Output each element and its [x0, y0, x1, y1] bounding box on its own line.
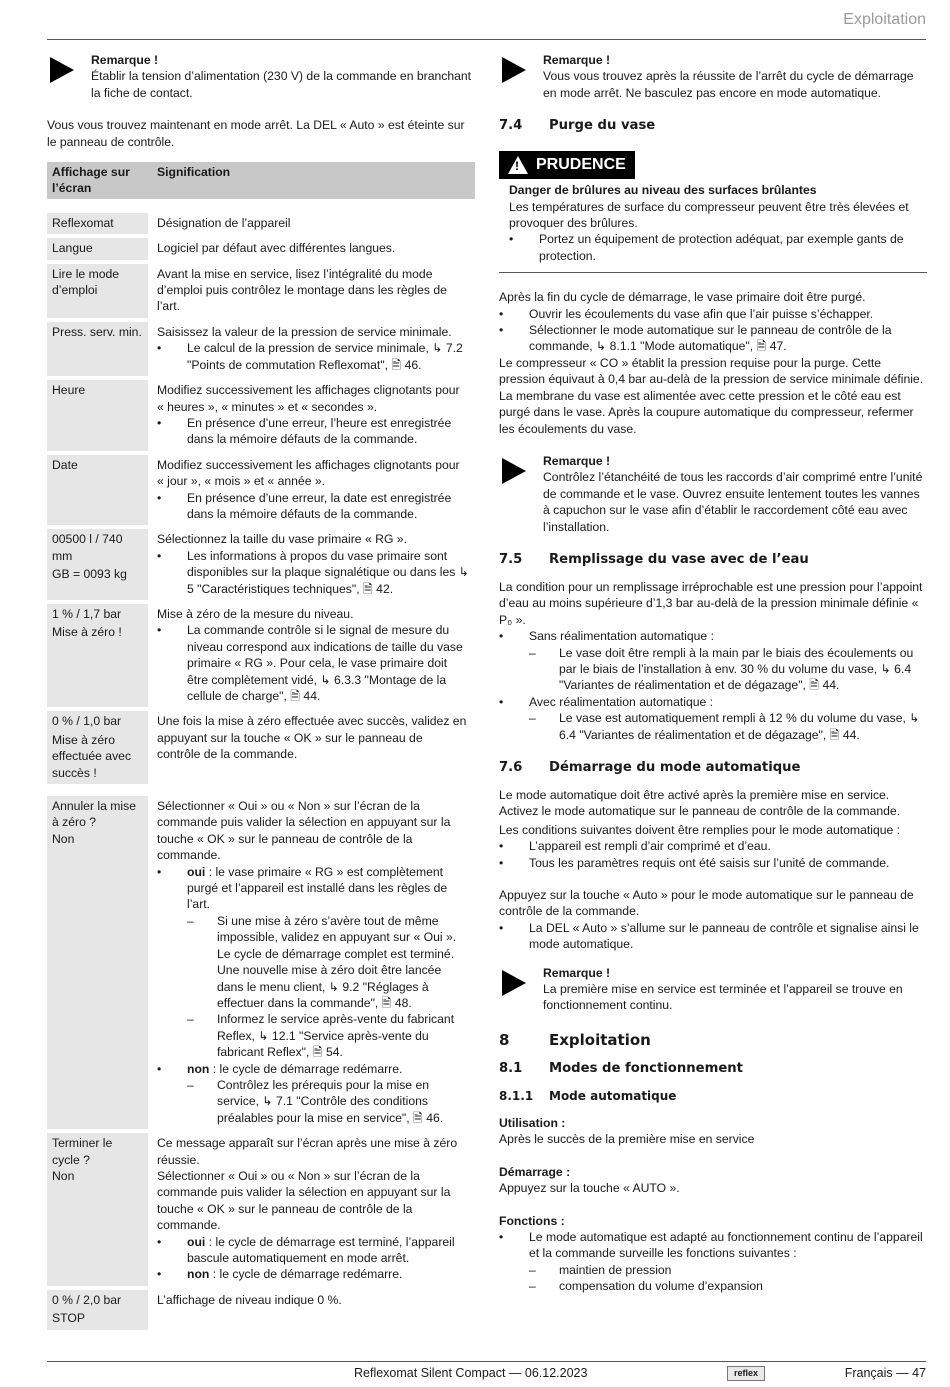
display-line: STOP	[52, 1311, 85, 1326]
note-arrow-icon	[502, 970, 526, 996]
bullet-item: • La commande contrôle si le signal de mesure du niveau correspond aux indications de taille du vase primaire « RG ». Pour cela, le vase primaire doit être complètement vidé, ↳ 6.3.3 "Montage de la cellule de charge", 🗎 44.	[157, 622, 469, 704]
table-row	[47, 238, 475, 259]
note-box	[47, 52, 475, 101]
bullet-item	[157, 1061, 469, 1127]
display-cell: Lire le mode d’emploi	[47, 264, 148, 318]
note-text: Contrôlez l’étanchéité de tous les raccords d’air comprimé entre l’unité de commande et le vase. Ouvrez ensuite lentement toutes les vannes à capuchon sur le vase afin d’établir le raccordement côté eau avec l’installation.	[543, 470, 923, 534]
table-row	[47, 455, 475, 526]
label-demarrage: Démarrage :	[499, 1164, 571, 1179]
table-row	[47, 264, 475, 318]
bullet-item: • La DEL « Auto » s’allume sur le panneau de contrôle et signalise ainsi le mode automatique.	[499, 920, 927, 953]
display-cell	[47, 1290, 148, 1330]
bullet-text: : le cycle de démarrage est terminé, l’appareil bascule automatiquement en mode arrêt.	[187, 1234, 455, 1265]
meaning-cell	[148, 455, 475, 526]
bold-term: oui	[187, 864, 206, 879]
right-column	[499, 52, 927, 1295]
left-column	[47, 52, 475, 1334]
chapter-heading-8: 8 Exploitation	[499, 1030, 651, 1049]
dash-item: – maintien de pression	[529, 1262, 927, 1278]
display-cell: Langue	[47, 238, 148, 259]
meaning-cell: Logiciel par défaut avec différentes langues.	[157, 241, 396, 256]
display-cell: Heure	[47, 380, 148, 451]
note-arrow-icon	[502, 458, 526, 484]
display-cell	[47, 796, 148, 1129]
dash-item: – Le vase doit être rempli à la main par le biais des écoulements ou par le biais de l’installation à env. 30 % du volume du vase, ↳ 6.4 "Variantes de réalimentation et de dégazage", 🗎 44.	[529, 645, 927, 694]
display-line: 1 % / 1,7 bar	[52, 606, 122, 621]
display-cell: Reflexomat	[47, 213, 148, 234]
table-row	[47, 711, 475, 784]
table-row	[47, 322, 475, 376]
bullet-item: • Les informations à propos du vase primaire sont disponibles sur la plaque signalétique ou dans les ↳ 5 "Caractéristiques techniques", 🗎 42.	[157, 548, 469, 597]
bullet-item: • Portez un équipement de protection adéquat, par exemple gants de protection.	[509, 231, 927, 264]
bullet-item	[157, 864, 469, 1061]
meaning-cell	[148, 380, 475, 451]
section-heading-7-4: 7.4 Purge du vase	[499, 118, 656, 134]
note-title: Remarque !	[543, 453, 611, 468]
section-heading-8-1: 8.1 Modes de fonctionnement	[499, 1060, 743, 1076]
display-line: 00500 l / 740 mm	[52, 532, 123, 563]
bullet-item: • Ouvrir les écoulements du vase afin que l’air puisse s’échapper.	[499, 306, 927, 322]
note-title: Remarque !	[543, 965, 611, 980]
caution-title: Danger de brûlures au niveau des surfaces brûlantes	[509, 183, 817, 198]
table-row	[47, 1290, 475, 1330]
meaning-text: Saisissez la valeur de la pression de service minimale.	[157, 324, 452, 339]
section-heading-7-6: 7.6 Démarrage du mode automatique	[499, 760, 801, 775]
label-fonctions: Fonctions :	[499, 1213, 565, 1228]
display-table	[47, 158, 475, 1334]
display-line: 0 % / 2,0 bar	[52, 1292, 122, 1307]
label-utilisation: Utilisation :	[499, 1115, 566, 1130]
table-header-meaning: Signification	[148, 162, 475, 199]
intro-paragraph: Vous vous trouvez maintenant en mode arrêt. La DEL « Auto » est éteinte sur le panneau de contrôle.	[47, 118, 465, 149]
caution-label: ! PRUDENCE	[499, 151, 635, 179]
bullet-text: : le cycle de démarrage redémarre.	[209, 1061, 403, 1076]
meaning-cell	[148, 1133, 475, 1286]
table-row	[47, 529, 475, 600]
meaning-text: Sélectionnez la taille du vase primaire « RG ».	[157, 532, 407, 547]
note-text: Vous vous trouvez après la réussite de l’arrêt du cycle de démarrage en mode arrêt. Ne basculez pas encore en mode automatique.	[543, 69, 914, 100]
note-text: La première mise en service est terminée et l’appareil se trouve en fonctionnement continu.	[543, 982, 903, 1013]
meaning-text: Ce message apparaît sur l’écran après une mise à zéro réussie.	[157, 1136, 458, 1167]
table-row	[47, 796, 475, 1129]
bullet-item: • L’appareil est rempli d’air comprimé et d’eau.	[499, 838, 927, 854]
meaning-cell: Avant la mise en service, lisez l’intégralité du mode d’emploi puis contrôlez le montage dans les règles de l’art.	[157, 266, 447, 314]
note-box	[499, 52, 927, 101]
bullet-item: • Le mode automatique est adapté au fonctionnement continu de l’appareil et la commande surveille les fonctions suivantes : – maintien de pression – compensation du volume d’expansion	[499, 1229, 927, 1295]
table-row	[47, 604, 475, 707]
caution-block	[499, 151, 927, 273]
footer-rule	[47, 1361, 926, 1362]
footer-document-title: Reflexomat Silent Compact — 06.12.2023	[354, 1366, 588, 1380]
paragraph: Après la fin du cycle de démarrage, le vase primaire doit être purgé.	[499, 290, 866, 305]
bullet-item: • Avec réalimentation automatique : – Le vase est automatiquement rempli à 12 % du volume du vase, ↳ 6.4 "Variantes de réalimentation et de dégazage", 🗎 44.	[499, 694, 927, 743]
meaning-cell: L’affichage de niveau indique 0 %.	[157, 1292, 342, 1307]
paragraph: Après le succès de la première mise en service	[499, 1132, 755, 1147]
table-header-display: Affichage sur l’écran	[47, 162, 148, 199]
display-cell	[47, 1133, 148, 1286]
note-title: Remarque !	[91, 53, 159, 67]
bullet-item: • Sans réalimentation automatique : – Le vase doit être rempli à la main par le biais des écoulements ou par le biais de l’installation à env. 30 % du volume du vase, ↳ 6.4 "Variantes de réalimentation et de dégazage", 🗎 44.	[499, 628, 927, 694]
paragraph: Les conditions suivantes doivent être remplies pour le mode automatique :	[499, 822, 901, 837]
meaning-cell	[148, 322, 475, 376]
dash-item: – Contrôlez les prérequis pour la mise en service, ↳ 7.1 "Contrôle des conditions préalables pour la mise en service", 🗎 46.	[187, 1077, 469, 1126]
paragraph: Appuyez sur la touche « Auto » pour le mode automatique sur le panneau de contrôle de la commande.	[499, 888, 914, 919]
display-line: Annuler la mise à zéro ?	[52, 799, 136, 830]
bullet-item: • En présence d’une erreur, la date est enregistrée dans la mémoire défauts de la commande.	[157, 490, 469, 523]
display-cell	[47, 711, 148, 784]
bullet-text: : le cycle de démarrage redémarre.	[209, 1267, 403, 1282]
bullet-item: • Tous les paramètres requis ont été saisis sur l’unité de commande.	[499, 855, 927, 871]
display-line: GB = 0093 kg	[52, 567, 127, 582]
meaning-cell	[148, 529, 475, 600]
caution-text: Les températures de surface du compresseur peuvent être très élevées et provoquer des brûlures.	[509, 199, 909, 231]
note-arrow-icon	[502, 57, 526, 83]
bold-term: non	[187, 1061, 210, 1076]
reflex-logo: reflex	[727, 1366, 765, 1381]
paragraph: Le compresseur « CO » établit la pression requise pour la purge. Cette pression équivaut à 0,4 bar au-delà de la pression de service minimale définie. La membrane du vase est alimentée avec cette pression et le côté eau est purgé dans le vase. Après la coupure automatique du compresseur, refermer les écoulements du vase.	[499, 355, 924, 436]
note-arrow-icon	[50, 57, 74, 83]
dash-item: – Informez le service après-vente du fabricant Reflex, ↳ 12.1 "Service après-vente du fabricant Reflex", 🗎 54.	[187, 1011, 469, 1060]
table-row	[47, 1133, 475, 1286]
meaning-text: Mise à zéro de la mesure du niveau.	[157, 606, 354, 621]
table-row	[47, 380, 475, 451]
footer-page-number: Français — 47	[844, 1366, 926, 1380]
note-title: Remarque !	[543, 53, 611, 67]
display-line: Mise à zéro !	[52, 625, 122, 640]
bullet-item	[157, 1234, 469, 1267]
bold-term: oui	[187, 1234, 206, 1249]
meaning-text: Sélectionner « Oui » ou « Non » sur l’écran de la commande puis valider la sélection en appuyant sur la touche « OK » sur le panneau de contrôle de la commande.	[157, 799, 451, 863]
display-cell	[47, 604, 148, 707]
display-line: Non	[52, 831, 75, 846]
bold-term: non	[187, 1267, 210, 1282]
bullet-item: • Le calcul de la pression de service minimale, ↳ 7.2 "Points de commutation Reflexomat", 🗎 46.	[157, 340, 469, 373]
meaning-cell: Désignation de l’appareil	[157, 215, 291, 230]
display-cell: Press. serv. min.	[47, 322, 148, 376]
note-box	[499, 453, 927, 535]
meaning-cell: Une fois la mise à zéro effectuée avec succès, validez en appuyant sur la touche « OK » sur le panneau de contrôle de la commande.	[157, 714, 467, 762]
table-row	[47, 213, 475, 234]
dash-item: – Le vase est automatiquement rempli à 12 % du volume du vase, ↳ 6.4 "Variantes de réalimentation et de dégazage", 🗎 44.	[529, 710, 927, 743]
bullet-text: : le vase primaire « RG » est complètement purgé et l’appareil est installé dans les règles de l’art.	[187, 864, 448, 912]
paragraph: Appuyez sur la touche « AUTO ».	[499, 1181, 680, 1196]
note-box	[499, 965, 927, 1014]
section-heading-7-5: 7.5 Remplissage du vase avec de l’eau	[499, 551, 809, 567]
header-rule	[47, 39, 926, 40]
display-cell	[47, 529, 148, 600]
paragraph: La condition pour un remplissage irréprochable est une pression pour l’appoint d’eau au moins supérieure d’1,3 bar au-delà de la pression minimale définie « P₀ ».	[499, 579, 923, 627]
display-line: Terminer le cycle ?	[52, 1136, 113, 1167]
subsection-heading-8-1-1: 8.1.1 Mode automatique	[499, 1088, 677, 1103]
dash-item: – Si une mise à zéro s’avère tout de même impossible, validez en appuyant sur « Oui ». Le cycle de démarrage complet est terminé. Une nouvelle mise à zéro doit être lancée dans le menu client, ↳ 9.2 "Réglages à effectuer dans la commande", 🗎 48.	[187, 913, 469, 1011]
paragraph: Le mode automatique doit être activé après la première mise en service. Activez le mode automatique sur le panneau de contrôle de la commande.	[499, 788, 901, 819]
meaning-text: Modifiez successivement les affichages clignotants pour « heures », « minutes » et « secondes ».	[157, 383, 460, 414]
display-cell: Date	[47, 455, 148, 526]
warning-triangle-icon	[508, 156, 528, 174]
bullet-item	[157, 1266, 469, 1282]
display-line: Mise à zéro effectuée avec succès !	[52, 732, 132, 780]
display-line: 0 % / 1,0 bar	[52, 714, 122, 729]
note-text: Établir la tension d’alimentation (230 V) de la commande en branchant la fiche de contact.	[91, 69, 472, 100]
dash-item: – compensation du volume d’expansion	[529, 1278, 927, 1294]
meaning-text: Sélectionner « Oui » ou « Non » sur l’écran de la commande puis valider la sélection en appuyant sur la touche « OK » sur le panneau de contrôle de la commande.	[157, 1168, 451, 1233]
meaning-cell	[148, 604, 475, 707]
bullet-item: • En présence d’une erreur, l’heure est enregistrée dans la mémoire défauts de la commande.	[157, 415, 469, 448]
meaning-cell	[148, 796, 475, 1129]
table-header-row	[47, 162, 475, 199]
bullet-item: • Sélectionner le mode automatique sur le panneau de contrôle de la commande, ↳ 8.1.1 "Mode automatique", 🗎 47.	[499, 322, 927, 355]
running-header: Exploitation	[843, 11, 926, 28]
display-line: Non	[52, 1168, 75, 1183]
meaning-text: Modifiez successivement les affichages clignotants pour « jour », « mois » et « année ».	[157, 457, 460, 489]
